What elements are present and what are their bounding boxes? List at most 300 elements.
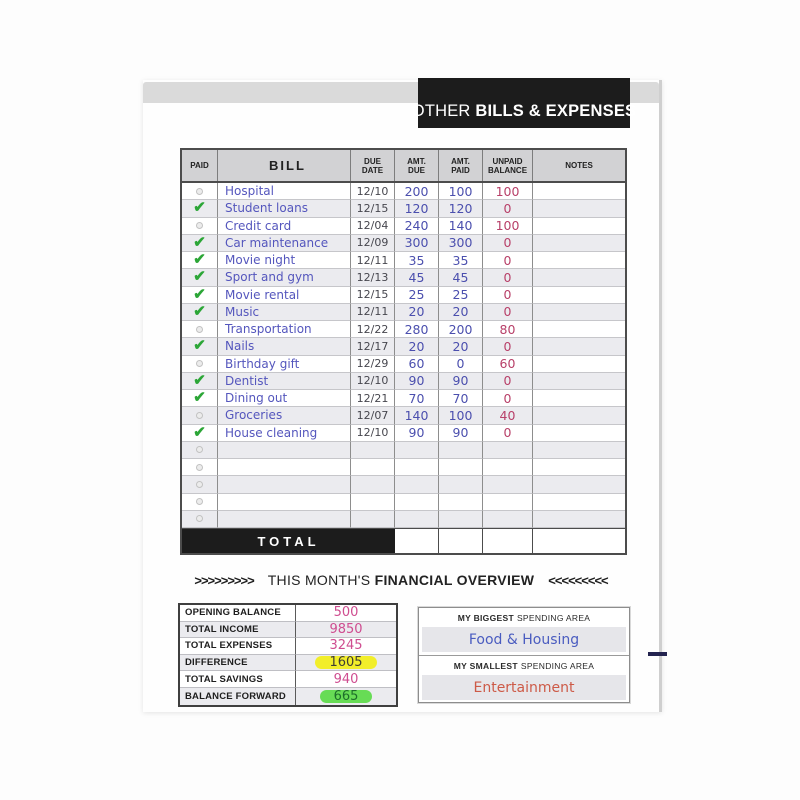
amt-due-cell	[395, 200, 439, 217]
due-date-cell	[351, 356, 395, 373]
bill-name: Movie night	[225, 253, 296, 268]
unpaid-balance: 0	[503, 200, 512, 216]
due-date-cell	[351, 252, 395, 269]
due-date-cell	[351, 373, 395, 390]
notes-cell	[533, 338, 625, 355]
amt-paid-cell	[439, 218, 483, 235]
due-date: 12/22	[356, 322, 389, 336]
unpaid-balance: 0	[503, 390, 512, 406]
column-header-amt-due: AMT. DUE	[395, 150, 439, 181]
amt-due-cell	[395, 425, 439, 442]
column-header-unpaid-balance: UNPAID BALANCE	[483, 150, 533, 181]
amt-due: 90	[408, 373, 425, 389]
notes-cell	[533, 476, 625, 493]
pen-mark	[648, 652, 667, 656]
bills-table	[180, 148, 627, 555]
bill-cell	[218, 407, 351, 424]
paid-check-icon: ✔	[193, 200, 206, 217]
unpaid-balance-cell	[483, 356, 533, 373]
paid-check-icon: ✔	[193, 269, 206, 286]
due-date-cell	[351, 287, 395, 304]
total-amt-due-cell	[395, 529, 439, 553]
bill-cell	[218, 494, 351, 511]
due-date: 12/04	[356, 219, 389, 233]
page-title-bold: BILLS & EXPENSES	[475, 102, 637, 120]
total-row	[182, 528, 625, 553]
biggest-spending-label-bold: MY BIGGEST	[457, 612, 514, 623]
right-arrows-icon: >>>>>>>>>	[194, 572, 254, 588]
bill-name: Sport and gym	[225, 270, 314, 285]
paid-check-icon: ✔	[193, 338, 206, 355]
biggest-spending-value: Food & Housing	[468, 631, 580, 648]
bill-name: Credit card	[225, 218, 292, 233]
unpaid-circle-icon	[196, 222, 203, 229]
amt-paid-cell	[439, 442, 483, 459]
table-row	[182, 252, 625, 269]
table-row	[182, 442, 625, 459]
biggest-spending-label-rest: SPENDING AREA	[516, 612, 591, 623]
bill-name: Movie rental	[225, 287, 300, 302]
amt-paid-cell	[439, 252, 483, 269]
overview-title-bold: FINANCIAL OVERVIEW	[374, 572, 535, 588]
due-date: 12/29	[356, 357, 389, 371]
table-row	[182, 269, 625, 286]
table-row	[182, 218, 625, 235]
bills-table-header-row	[182, 150, 625, 183]
paid-cell	[182, 269, 218, 286]
smallest-spending-label-bold: MY SMALLEST	[453, 660, 518, 671]
unpaid-balance-cell	[483, 494, 533, 511]
unpaid-balance-cell	[483, 183, 533, 200]
due-date: 12/21	[356, 391, 389, 405]
unpaid-balance: 0	[503, 269, 512, 285]
due-date-cell	[351, 511, 395, 528]
total-amt-paid-cell	[439, 529, 483, 553]
paid-cell	[182, 373, 218, 390]
paid-cell	[182, 304, 218, 321]
amt-due: 70	[408, 390, 425, 406]
unpaid-balance: 100	[495, 183, 520, 199]
unpaid-circle-icon	[196, 515, 203, 522]
unpaid-balance-cell	[483, 459, 533, 476]
paid-check-icon: ✔	[193, 234, 206, 251]
amt-paid-cell	[439, 338, 483, 355]
amt-due: 35	[408, 252, 425, 268]
amt-paid: 140	[448, 218, 473, 234]
column-header-paid: PAID	[182, 150, 218, 181]
summary-row	[180, 688, 396, 705]
paid-cell	[182, 459, 218, 476]
due-date-cell	[351, 183, 395, 200]
amt-due-cell	[395, 494, 439, 511]
unpaid-balance-cell	[483, 235, 533, 252]
amt-due: 120	[404, 200, 429, 216]
amt-due: 90	[408, 425, 425, 441]
table-row	[182, 407, 625, 424]
summary-label-total-savings: TOTAL SAVINGS	[180, 671, 296, 688]
amt-due: 240	[404, 218, 429, 234]
amt-due: 20	[408, 304, 425, 320]
amt-paid-cell	[439, 459, 483, 476]
due-date-cell	[351, 200, 395, 217]
smallest-spending-section	[419, 656, 629, 704]
amt-due-cell	[395, 218, 439, 235]
amt-paid: 100	[448, 407, 473, 423]
paid-cell	[182, 287, 218, 304]
page-title-regular: OTHER	[411, 102, 471, 120]
amt-due-cell	[395, 459, 439, 476]
bill-cell	[218, 200, 351, 217]
summary-value: 665	[320, 690, 373, 703]
amt-paid-cell	[439, 200, 483, 217]
paid-cell	[182, 442, 218, 459]
paid-cell	[182, 183, 218, 200]
notes-cell	[533, 183, 625, 200]
unpaid-circle-icon	[196, 360, 203, 367]
column-header-notes: NOTES	[565, 161, 593, 170]
unpaid-balance-cell	[483, 321, 533, 338]
unpaid-balance: 60	[499, 356, 516, 372]
unpaid-balance-cell	[483, 304, 533, 321]
notes-cell	[533, 459, 625, 476]
amt-paid: 20	[452, 304, 469, 320]
due-date: 12/11	[356, 253, 389, 267]
paid-cell	[182, 200, 218, 217]
amt-due-cell	[395, 235, 439, 252]
notes-cell	[533, 494, 625, 511]
bill-name: Hospital	[225, 184, 274, 199]
summary-label-difference: DIFFERENCE	[180, 655, 296, 672]
unpaid-balance: 100	[495, 218, 520, 234]
amt-paid: 100	[448, 183, 473, 199]
bill-name: Transportation	[225, 322, 312, 337]
biggest-spending-label	[419, 608, 629, 627]
notes-cell	[533, 269, 625, 286]
amt-due-cell	[395, 511, 439, 528]
summary-label-total-income: TOTAL INCOME	[180, 622, 296, 639]
amt-due-cell	[395, 183, 439, 200]
notes-cell	[533, 252, 625, 269]
unpaid-balance-cell	[483, 390, 533, 407]
notes-cell	[533, 425, 625, 442]
smallest-spending-label-rest: SPENDING AREA	[520, 660, 595, 671]
amt-due: 60	[408, 356, 425, 372]
notes-cell	[533, 511, 625, 528]
unpaid-balance: 80	[499, 321, 516, 337]
bill-cell	[218, 235, 351, 252]
bill-name: Nails	[225, 339, 255, 354]
due-date-cell	[351, 407, 395, 424]
summary-row	[180, 622, 396, 639]
amt-due: 300	[404, 235, 429, 251]
smallest-spending-label	[419, 656, 629, 675]
bill-name: Groceries	[225, 408, 283, 423]
amt-due: 45	[408, 269, 425, 285]
page-title	[412, 102, 636, 121]
bill-cell	[218, 356, 351, 373]
biggest-spending-section	[419, 608, 629, 656]
table-row	[182, 183, 625, 200]
amt-paid-cell	[439, 476, 483, 493]
amt-due-cell	[395, 390, 439, 407]
amt-paid: 20	[452, 338, 469, 354]
paid-cell	[182, 338, 218, 355]
bill-name: Car maintenance	[225, 235, 329, 250]
bill-name: House cleaning	[225, 425, 318, 440]
due-date-cell	[351, 390, 395, 407]
paid-cell	[182, 476, 218, 493]
table-row	[182, 356, 625, 373]
paid-cell	[182, 356, 218, 373]
amt-paid-cell	[439, 494, 483, 511]
unpaid-balance: 0	[503, 373, 512, 389]
unpaid-balance-cell	[483, 338, 533, 355]
unpaid-balance-cell	[483, 218, 533, 235]
amt-due: 140	[404, 407, 429, 423]
planner-page	[143, 80, 662, 712]
summary-value: 3245	[329, 638, 363, 654]
unpaid-circle-icon	[196, 188, 203, 195]
summary-value: 500	[333, 605, 359, 621]
paid-cell	[182, 252, 218, 269]
summary-value-cell	[296, 605, 396, 622]
due-date: 12/17	[356, 339, 389, 353]
due-date: 12/13	[356, 270, 389, 284]
table-row	[182, 321, 625, 338]
table-row	[182, 304, 625, 321]
amt-paid: 120	[448, 200, 473, 216]
notes-cell	[533, 321, 625, 338]
due-date: 12/10	[356, 374, 389, 388]
unpaid-balance: 40	[499, 407, 516, 423]
due-date-cell	[351, 459, 395, 476]
due-date-cell	[351, 494, 395, 511]
bills-rows	[182, 183, 625, 528]
summary-value: 9850	[329, 621, 363, 637]
bill-name: Music	[225, 304, 260, 319]
paid-cell	[182, 511, 218, 528]
due-date-cell	[351, 304, 395, 321]
summary-value: 940	[333, 671, 359, 687]
summary-value-cell	[296, 638, 396, 655]
amt-paid-cell	[439, 304, 483, 321]
unpaid-balance: 0	[503, 287, 512, 303]
table-row	[182, 425, 625, 442]
amt-paid-cell	[439, 269, 483, 286]
unpaid-balance: 0	[503, 304, 512, 320]
table-row	[182, 459, 625, 476]
page-title-box	[411, 78, 637, 128]
unpaid-balance-cell	[483, 425, 533, 442]
due-date-cell	[351, 425, 395, 442]
bill-cell	[218, 459, 351, 476]
summary-value-cell	[296, 622, 396, 639]
amt-due-cell	[395, 321, 439, 338]
notes-cell	[533, 235, 625, 252]
table-row	[182, 287, 625, 304]
paid-check-icon: ✔	[193, 303, 206, 320]
bill-cell	[218, 338, 351, 355]
unpaid-balance: 0	[503, 252, 512, 268]
table-row	[182, 511, 625, 528]
due-date-cell	[351, 476, 395, 493]
amt-due-cell	[395, 356, 439, 373]
amt-paid-cell	[439, 390, 483, 407]
amt-due-cell	[395, 269, 439, 286]
due-date: 12/09	[356, 236, 389, 250]
notes-cell	[533, 390, 625, 407]
amt-due-cell	[395, 407, 439, 424]
amt-paid: 45	[452, 269, 469, 285]
amt-paid: 200	[448, 321, 473, 337]
amt-due: 200	[404, 183, 429, 199]
notes-cell	[533, 407, 625, 424]
paid-cell	[182, 390, 218, 407]
overview-title	[268, 572, 535, 588]
table-row	[182, 200, 625, 217]
unpaid-circle-icon	[196, 481, 203, 488]
table-row	[182, 338, 625, 355]
amt-paid-cell	[439, 373, 483, 390]
amt-paid-cell	[439, 321, 483, 338]
bill-cell	[218, 269, 351, 286]
due-date: 12/15	[356, 201, 389, 215]
paid-check-icon: ✔	[193, 286, 206, 303]
bill-cell	[218, 183, 351, 200]
bill-cell	[218, 287, 351, 304]
unpaid-balance-cell	[483, 252, 533, 269]
unpaid-circle-icon	[196, 412, 203, 419]
unpaid-balance: 0	[503, 235, 512, 251]
bill-name: Dining out	[225, 391, 288, 406]
due-date-cell	[351, 235, 395, 252]
notes-cell	[533, 442, 625, 459]
summary-label-balance-forward: BALANCE FORWARD	[180, 688, 296, 705]
biggest-spending-band	[422, 627, 626, 652]
unpaid-circle-icon	[196, 464, 203, 471]
bill-cell	[218, 442, 351, 459]
summary-label-total-expenses: TOTAL EXPENSES	[180, 638, 296, 655]
due-date-cell	[351, 218, 395, 235]
summary-label-opening-balance: OPENING BALANCE	[180, 605, 296, 622]
unpaid-circle-icon	[196, 446, 203, 453]
bill-cell	[218, 252, 351, 269]
amt-due: 25	[408, 287, 425, 303]
paid-cell	[182, 321, 218, 338]
summary-value-cell	[296, 655, 396, 672]
overview-heading	[143, 572, 659, 588]
notes-cell	[533, 200, 625, 217]
amt-due-cell	[395, 373, 439, 390]
paid-check-icon: ✔	[193, 372, 206, 389]
amt-paid-cell	[439, 425, 483, 442]
notes-cell	[533, 287, 625, 304]
unpaid-circle-icon	[196, 326, 203, 333]
due-date-cell	[351, 269, 395, 286]
summary-value: 1605	[315, 656, 376, 669]
amt-paid-cell	[439, 407, 483, 424]
spending-box	[418, 607, 630, 703]
bill-name: Student loans	[225, 201, 308, 216]
unpaid-balance-cell	[483, 476, 533, 493]
summary-row	[180, 605, 396, 622]
unpaid-balance-cell	[483, 287, 533, 304]
amt-paid: 90	[452, 373, 469, 389]
due-date: 12/07	[356, 408, 389, 422]
notes-cell	[533, 373, 625, 390]
unpaid-balance-cell	[483, 200, 533, 217]
table-row	[182, 373, 625, 390]
paid-cell	[182, 425, 218, 442]
summary-value-cell	[296, 688, 396, 705]
smallest-spending-value: Entertainment	[473, 679, 575, 696]
amt-due-cell	[395, 338, 439, 355]
paid-check-icon: ✔	[193, 390, 206, 407]
unpaid-balance: 0	[503, 338, 512, 354]
summary-table	[178, 603, 398, 707]
bill-cell	[218, 304, 351, 321]
amt-due-cell	[395, 442, 439, 459]
paid-cell	[182, 235, 218, 252]
unpaid-balance-cell	[483, 373, 533, 390]
due-date-cell	[351, 338, 395, 355]
total-label: TOTAL	[182, 529, 395, 553]
unpaid-balance-cell	[483, 269, 533, 286]
notes-cell	[533, 218, 625, 235]
bill-name: Dentist	[225, 373, 269, 388]
amt-due-cell	[395, 252, 439, 269]
notes-cell	[533, 356, 625, 373]
table-row	[182, 390, 625, 407]
unpaid-balance-cell	[483, 511, 533, 528]
paid-cell	[182, 407, 218, 424]
unpaid-balance-cell	[483, 407, 533, 424]
amt-due-cell	[395, 476, 439, 493]
smallest-spending-band	[422, 675, 626, 700]
amt-paid: 35	[452, 252, 469, 268]
amt-due-cell	[395, 287, 439, 304]
amt-paid: 90	[452, 425, 469, 441]
summary-row	[180, 638, 396, 655]
table-row	[182, 476, 625, 493]
left-arrows-icon: <<<<<<<<<	[548, 572, 608, 588]
bill-cell	[218, 218, 351, 235]
amt-paid-cell	[439, 235, 483, 252]
due-date-cell	[351, 321, 395, 338]
notes-cell	[533, 304, 625, 321]
unpaid-circle-icon	[196, 498, 203, 505]
amt-paid: 70	[452, 390, 469, 406]
unpaid-balance: 0	[503, 425, 512, 441]
amt-paid-cell	[439, 511, 483, 528]
column-header-bill: BILL	[218, 150, 351, 181]
bill-cell	[218, 511, 351, 528]
amt-paid: 300	[448, 235, 473, 251]
summary-value-cell	[296, 671, 396, 688]
bill-cell	[218, 425, 351, 442]
amt-paid-cell	[439, 183, 483, 200]
table-row	[182, 235, 625, 252]
due-date-cell	[351, 442, 395, 459]
due-date: 12/15	[356, 288, 389, 302]
bill-cell	[218, 321, 351, 338]
paid-check-icon: ✔	[193, 424, 206, 441]
column-header-amt-paid: AMT. PAID	[439, 150, 483, 181]
amt-paid-cell	[439, 287, 483, 304]
overview-title-regular: THIS MONTH'S	[267, 572, 371, 588]
paid-cell	[182, 494, 218, 511]
total-unpaid-cell	[483, 529, 533, 553]
